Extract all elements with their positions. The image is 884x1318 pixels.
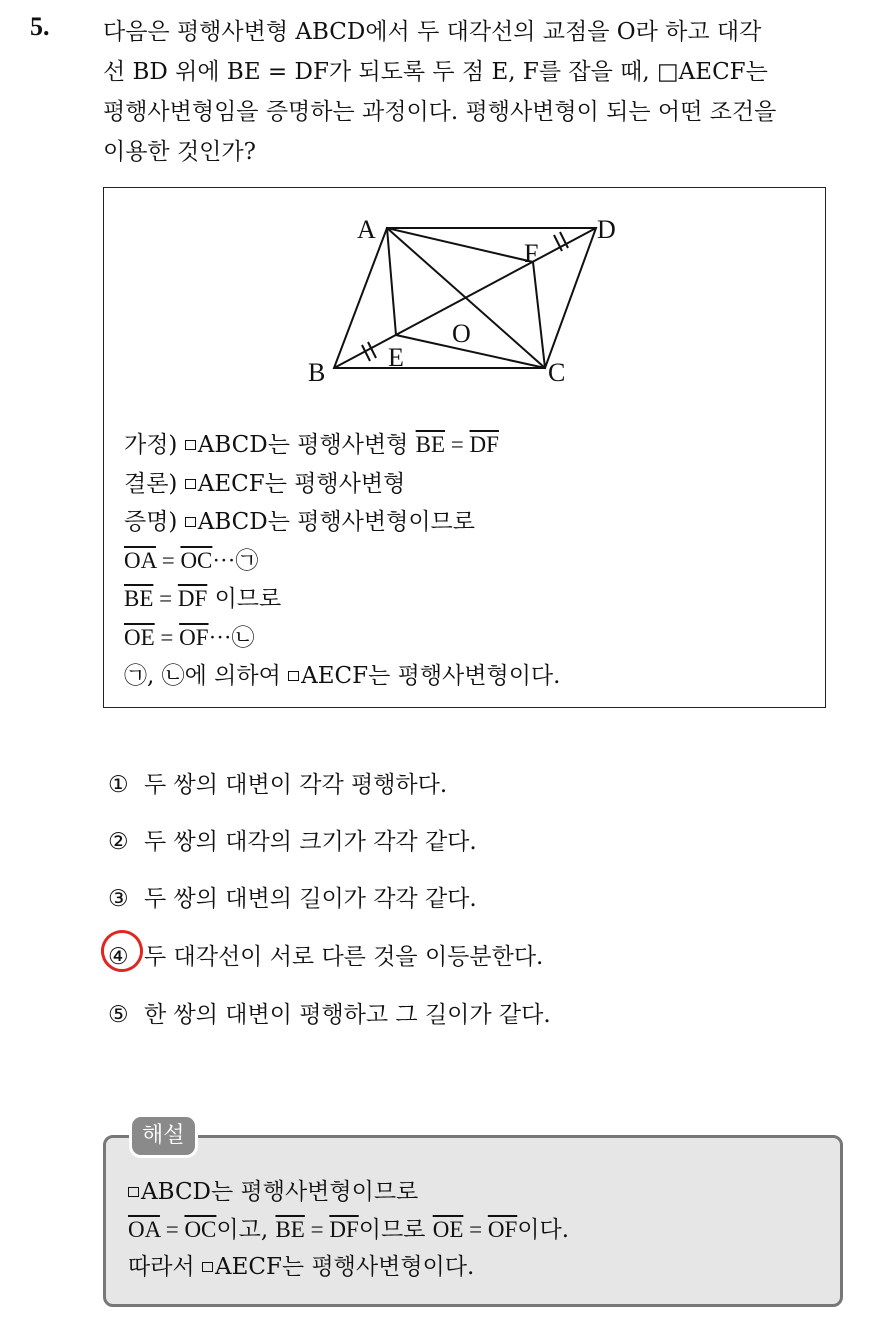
proof-final [124,657,560,696]
step3-tail: ···㉡ [208,624,255,650]
question-line: 다음은 평행사변형 ABCD에서 두 대각선의 교점을 O라 하고 대각 [103,19,762,45]
segment-be: $\overline{BE}$ [275,1217,305,1242]
proof-text [124,426,560,696]
segment-oa: $\overline{OA}$ [124,547,156,573]
choice-number: ③ [108,886,129,912]
solution-line-1-text: ABCD는 평행사변형이므로 [141,1179,419,1205]
square-symbol [288,671,299,681]
question-number: 5. [30,12,50,41]
segment-df: $\overline{DF}$ [469,432,499,457]
label-f: F [524,239,539,268]
square-symbol [185,479,196,489]
choice-number: ⑤ [108,1002,129,1028]
hyp-shape: ABCD는 평행사변형 [197,432,409,458]
solution-label: 해설 [129,1114,198,1158]
concl-shape: AECF는 평행사변형 [197,470,406,497]
question-text [103,12,863,172]
label-a: A [357,215,376,244]
segment-oc: $\overline{OC}$ [180,547,213,573]
solution-connector: 이고, [216,1217,276,1243]
hyp-prefix: 가정) [124,432,185,458]
proof-conclusion [124,465,560,504]
choice-text: 한 쌍의 대변이 평행하고 그 길이가 같다. [144,1002,551,1028]
segment-oa: $\overline{OA}$ [128,1217,160,1242]
segment-oc: $\overline{OC}$ [184,1217,217,1242]
question-line: 선 BD 위에 BE = DF가 되도록 두 점 E, F를 잡을 때, □AECF는 [103,59,768,85]
label-o: O [452,319,471,348]
square-symbol [202,1262,213,1272]
proof-step-3: $\overline{OE}$ = $\overline{OF}\cdot\cdot\cdot㉡$ [124,624,255,650]
segment-of: $\overline{OF}$ [179,624,209,650]
segment-be: $\overline{BE}$ [124,586,154,611]
question-line: 이용한 것인가? [103,139,256,165]
proof-box [103,187,826,708]
choice-3[interactable] [108,880,477,913]
proof-start [124,503,560,542]
segment-be: $\overline{BE}$ [415,432,446,457]
proof-prefix: 증명) [124,509,185,535]
choice-text: 두 대각선이 서로 다른 것을 이등분한다. [144,944,544,970]
choice-text: 두 쌍의 대변의 길이가 각각 같다. [144,886,477,912]
solution-line-2: $\overline{OA} = \overline{OC}$이고, $\overline{BE} = \overline{DF}$이므로 $\overline{OE} = \overline{OF}$이다. [128,1217,570,1243]
solution-line-3-text: AECF는 평행사변형이다. [214,1254,475,1280]
label-b: B [308,358,326,387]
label-d: D [597,215,616,244]
solution-connector: 이므로 [358,1217,433,1243]
square-symbol [185,440,196,450]
square-symbol [128,1187,139,1197]
choice-number: ② [108,829,129,855]
step1-tail: ···㉠ [212,547,259,573]
label-e: E [388,343,404,372]
proof-shape: ABCD는 평행사변형이므로 [197,509,475,535]
choice-number: ① [108,772,129,798]
final-shape: AECF는 평행사변형이다. [301,663,561,689]
choice-5[interactable] [108,996,551,1029]
solution-text [128,1174,569,1286]
choice-number: ④ [108,944,129,970]
proof-hypothesis [124,426,560,465]
solution-line-1 [128,1174,569,1211]
step2-tail: 이므로 [207,586,282,612]
question-line: 평행사변형임을 증명하는 과정이다. 평행사변형이 되는 어떤 조건을 [103,99,777,125]
choice-text: 두 쌍의 대변이 각각 평행하다. [144,772,448,798]
choice-2[interactable] [108,823,477,856]
equals: = [445,432,470,457]
square-symbol [185,517,196,527]
label-c: C [548,358,566,387]
solution-line-3 [128,1249,569,1286]
segment-oe: $\overline{OE}$ [432,1217,464,1242]
concl-prefix: 결론) [124,470,185,497]
solution-line-3-prefix: 따라서 [128,1254,202,1280]
final-prefix: ㉠, ㉡에 의하여 [124,663,289,689]
segment-df: $\overline{DF}$ [177,586,208,611]
proof-step-2: $\overline{BE} = \overline{DF}$ 이므로 [124,586,282,612]
choice-text: 두 쌍의 대각의 크기가 각각 같다. [144,829,477,855]
proof-step-1: $\overline{OA}$ = $\overline{OC}\cdot\cdot\cdot㉠$ [124,547,259,573]
segment-df: $\overline{DF}$ [329,1217,359,1242]
solution-tail: 이다. [517,1217,570,1243]
choice-4[interactable] [108,938,543,971]
solution-box [103,1135,843,1307]
segment-of: $\overline{OF}$ [487,1217,518,1242]
parallelogram-figure [304,206,644,406]
segment-oe: $\overline{OE}$ [124,624,155,650]
choice-1[interactable] [108,766,447,799]
